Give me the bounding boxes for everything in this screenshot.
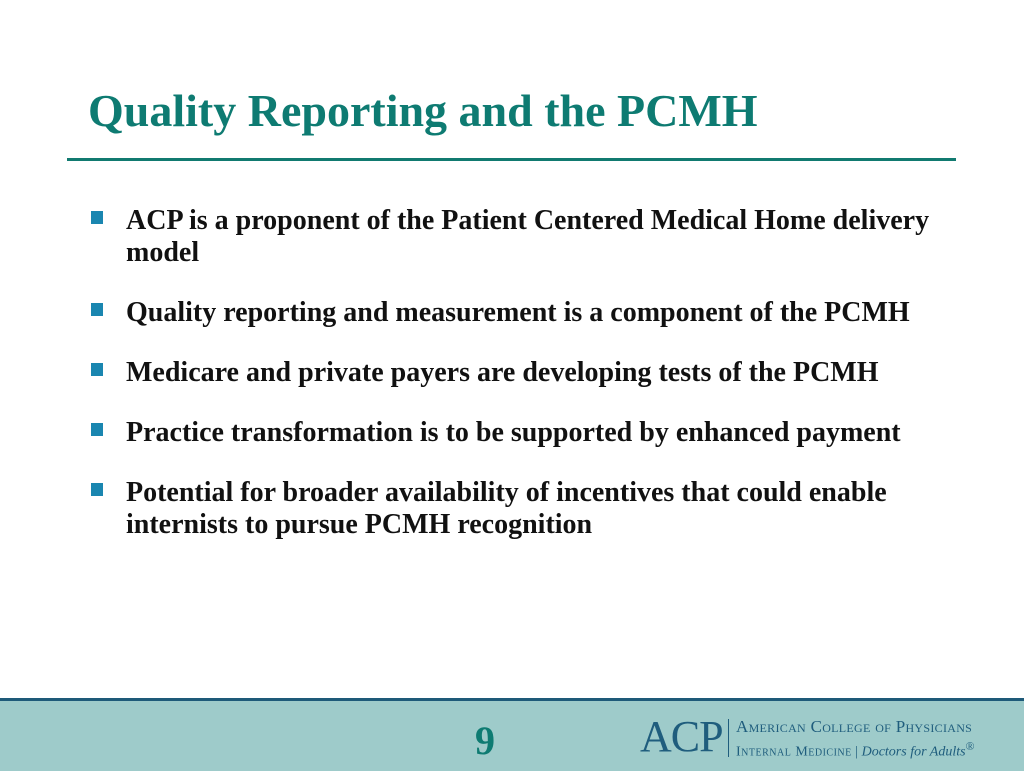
square-bullet-icon	[91, 423, 103, 436]
bullet-text: Medicare and private payers are developing tests of the PCMH	[126, 357, 879, 388]
bullet-item	[88, 477, 968, 541]
logo-tagline-separator: |	[855, 744, 859, 760]
logo-tagline	[736, 740, 974, 761]
bullet-text: Quality reporting and measurement is a component of the PCMH	[126, 297, 910, 328]
square-bullet-icon	[91, 303, 103, 316]
square-bullet-icon	[91, 483, 103, 496]
footer-bar	[0, 698, 1024, 771]
logo-divider	[728, 719, 729, 757]
page-number: 9	[475, 718, 495, 763]
logo-tagline-suffix: Doctors for Adults	[861, 744, 966, 760]
square-bullet-icon	[91, 363, 103, 376]
bullet-text: Practice transformation is to be supported by enhanced payment	[126, 417, 901, 448]
bullet-list	[88, 205, 968, 569]
bullet-item	[88, 297, 968, 329]
bullet-item	[88, 417, 968, 449]
registered-mark: ®	[965, 740, 975, 753]
slide-title: Quality Reporting and the PCMH	[88, 85, 758, 136]
title-divider	[67, 158, 956, 161]
bullet-text: ACP is a proponent of the Patient Centered Medical Home delivery model	[126, 205, 930, 268]
bullet-item	[88, 205, 968, 269]
logo-mark: ACP	[640, 712, 723, 761]
logo-tagline-prefix: Internal Medicine	[736, 744, 852, 760]
bullet-item	[88, 357, 968, 389]
bullet-text: Potential for broader availability of incentives that could enable internists to pursue PCMH recognition	[126, 477, 887, 540]
logo-name: American College of Physicians	[736, 717, 973, 736]
square-bullet-icon	[91, 211, 103, 224]
